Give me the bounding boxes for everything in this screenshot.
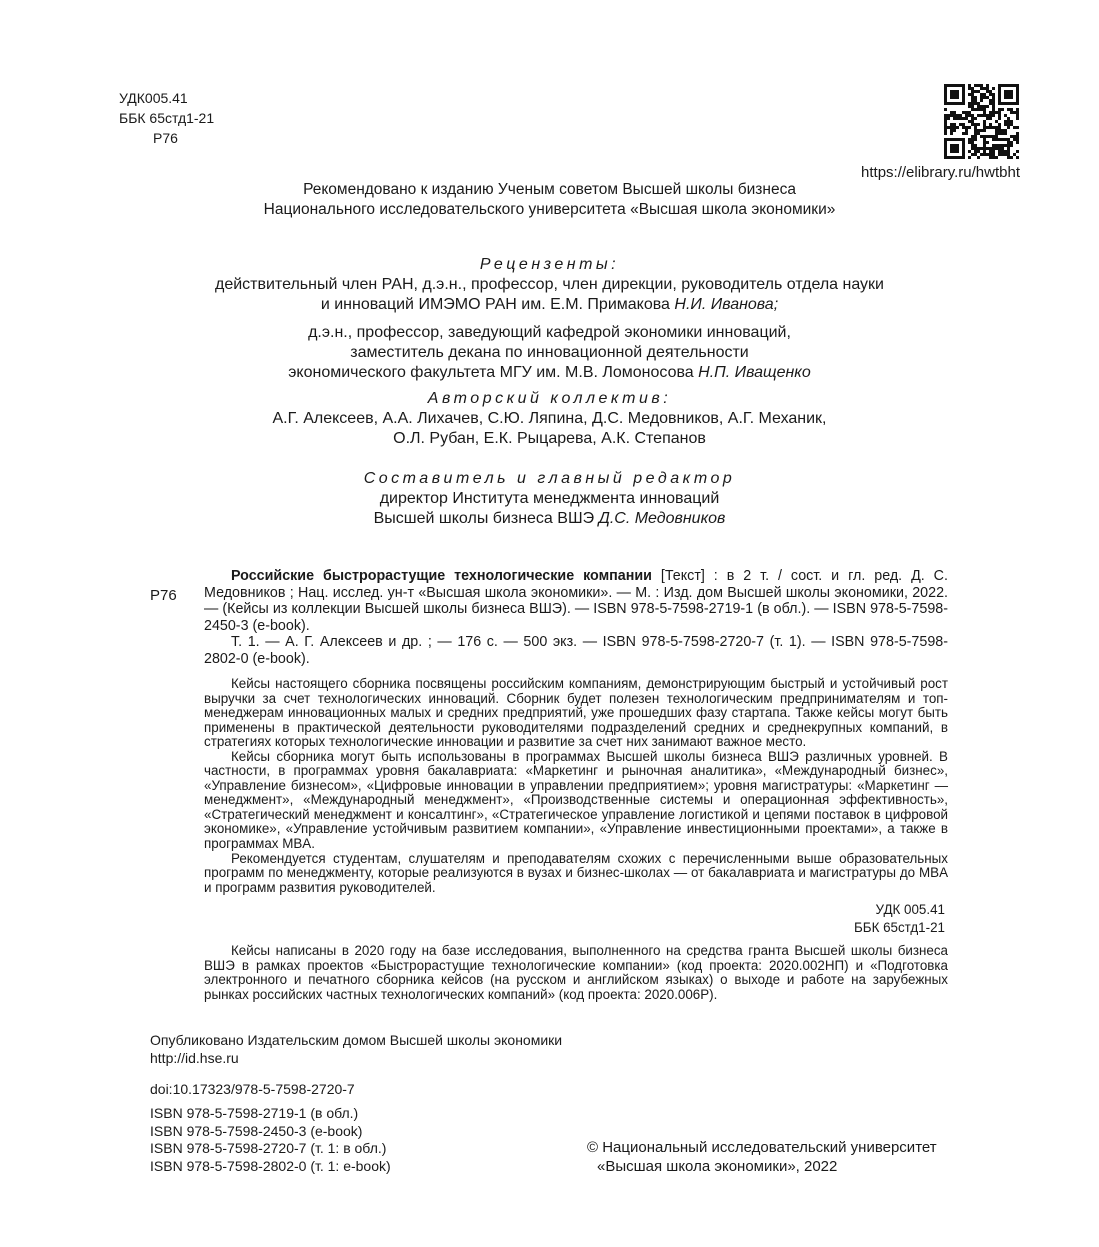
compiler-heading: Составитель и главный редактор [363, 470, 736, 487]
publisher-url[interactable]: http://id.hse.ru [150, 1049, 239, 1066]
reviewer-2-name: Н.П. Иващенко [698, 364, 811, 381]
publisher-block [150, 1032, 562, 1067]
classification-codes [119, 88, 214, 148]
publisher-line: Опубликовано Издательским домом Высшей школы экономики [150, 1032, 563, 1048]
udk-code: УДК 005.41 [875, 902, 945, 917]
reviewers-heading: Рецензенты: [479, 256, 620, 273]
authors-block [100, 389, 999, 449]
book-title: Российские быстрорастущие технологические компании [231, 568, 652, 584]
compiler-name: Д.С. Медовников [598, 510, 726, 527]
doi: doi:10.17323/978-5-7598-2720-7 [150, 1081, 355, 1097]
bibliographic-details: [Текст] : в 2 т. / сост. и гл. ред. Д. С. Медовников ; Нац. исслед. ун-т «Высшая школа экономики». — М. : Изд. дом Высшей школы экономики, 2022. — (Кейсы из коллекции Высшей школы бизнеса ВШЭ). — ISBN 978-5-7598-2719-1 (в обл.). — ISBN 978-5-7598-2450-3 (e-book). [204, 568, 948, 634]
grant-note [204, 944, 948, 1002]
compiler-line: директор Института менеджмента инноваций [379, 490, 720, 507]
authors-line: А.Г. Алексеев, А.А. Лихачев, С.Ю. Ляпина, Д.С. Медовников, А.Г. Механик, [272, 410, 827, 427]
isbn-list [150, 1105, 391, 1175]
author-mark: Р76 [153, 130, 178, 146]
copyright-line: © Национальный исследовательский университет [587, 1139, 937, 1156]
isbn-line: ISBN 978-5-7598-2719-1 (в обл.) [150, 1105, 359, 1121]
bbk-code: ББК 65стд1-21 [119, 110, 215, 126]
qr-code-icon [944, 84, 1019, 159]
authors-heading: Авторский коллектив: [427, 390, 672, 407]
reviewer-2-line: заместитель декана по инновационной деятельности [350, 344, 749, 361]
annotation [204, 677, 948, 895]
reviewer-1-line: действительный член РАН, д.э.н., профессор, член дирекции, руководитель отдела науки [214, 276, 884, 293]
recommendation-line: Национального исследовательского университета «Высшая школа экономики» [263, 201, 836, 218]
authors-line: О.Л. Рубан, Е.К. Рыцарева, А.К. Степанов [393, 430, 706, 447]
reviewer-1-line [100, 295, 999, 315]
compiler-affiliation: Высшей школы бизнеса ВШЭ [373, 510, 595, 527]
bbk-code: ББК 65стд1-21 [854, 919, 945, 935]
annotation-paragraph: Кейсы сборника могут быть использованы в программах Высшей школы бизнеса ВШЭ различных уровней. В частности, в программах уровня бакалавриата: «Маркетинг и рыночная аналитика», «Международный бизнес», «Управление бизнесом», «Цифровые инновации в управлении предприятием»; уровня магистратуры: «Маркетинг — менеджмент», «Международный менеджмент», «Производственные системы и операционная эффективность», «Стратегический менеджмент и консалтинг», «Стратегическое управление логистикой и цепями поставок в цифровой экономике», «Управление устойчивым развитием компании», «Управление инвестиционными проектами», а также в программах MBA. [204, 748, 948, 852]
compiler-line [100, 509, 999, 529]
isbn-line: ISBN 978-5-7598-2720-7 (т. 1: в обл.) [150, 1140, 387, 1156]
reviewer-2-line [100, 363, 999, 383]
annotation-paragraph: Кейсы настоящего сборника посвящены российским компаниям, демонстрирующим быстрый и устойчивый рост выручки за счет технологических инноваций. Сборник будет полезен технологическим предпринимателям и топ-менеджерам инновационных малых и средних предприятий, уже прошедших фазу стартапа. Также кейсы могут быть применены в практической деятельности руководителями подразделений средних и среднекрупных компаний, в стратегиях которых технологические инновации и развитие за счет них занимают важное место. [204, 676, 948, 750]
reviewer-2-affiliation: экономического факультета МГУ им. М.В. Ломоносова [288, 364, 694, 381]
recommendation-line: Рекомендовано к изданию Ученым советом Высшей школы бизнеса [303, 181, 796, 198]
volume-description: Т. 1. — А. Г. Алексеев и др. ; — 176 с. — 500 экз. — ISBN 978-5-7598-2720-7 (т. 1). — ISBN 978-5-7598-2802-0 (e-book). [204, 634, 948, 667]
grant-paragraph: Кейсы написаны в 2020 году на базе исследования, выполненного на средства гранта Высшей школы бизнеса ВШЭ в рамках проектов «Быстрорастущие технологические компании» (код проекта: 2020.002НП) и «Подготовка электронного и печатного сборника кейсов (на русском и английском языках) о выходе и работе на зарубежных рынках российских частных технологических компаний» (код проекта: 2020.006Р). [204, 943, 948, 1002]
copyright-block [587, 1139, 937, 1176]
annotation-paragraph: Рекомендуется студентам, слушателям и преподавателям схожих с перечисленными выше образовательных программ по менеджменту, которые реализуются в вузах и бизнес-школах — от бакалавриата и магистратуры до MBA и программ развития руководителей. [204, 850, 948, 895]
copyright-line: «Высшая школа экономики», 2022 [597, 1157, 838, 1175]
bibliographic-entry [204, 568, 948, 668]
right-classification-codes [760, 901, 945, 936]
reviewer-2-line: д.э.н., профессор, заведующий кафедрой экономики инноваций, [308, 324, 791, 341]
reviewers-block [100, 255, 999, 383]
udk-code: УДК005.41 [119, 90, 188, 106]
qr-link[interactable]: https://elibrary.ru/hwtbht [861, 164, 1020, 181]
bibliographic-description [204, 568, 948, 634]
isbn-line: ISBN 978-5-7598-2802-0 (т. 1: e-book) [150, 1157, 391, 1174]
compiler-block [100, 469, 999, 529]
catalog-mark: Р76 [150, 587, 177, 604]
reviewer-1-name: Н.И. Иванова; [674, 296, 779, 313]
reviewer-1-affiliation: и инноваций ИМЭМО РАН им. Е.М. Примакова [320, 296, 670, 313]
isbn-line: ISBN 978-5-7598-2450-3 (e-book) [150, 1122, 363, 1139]
recommendation-block [100, 180, 999, 220]
